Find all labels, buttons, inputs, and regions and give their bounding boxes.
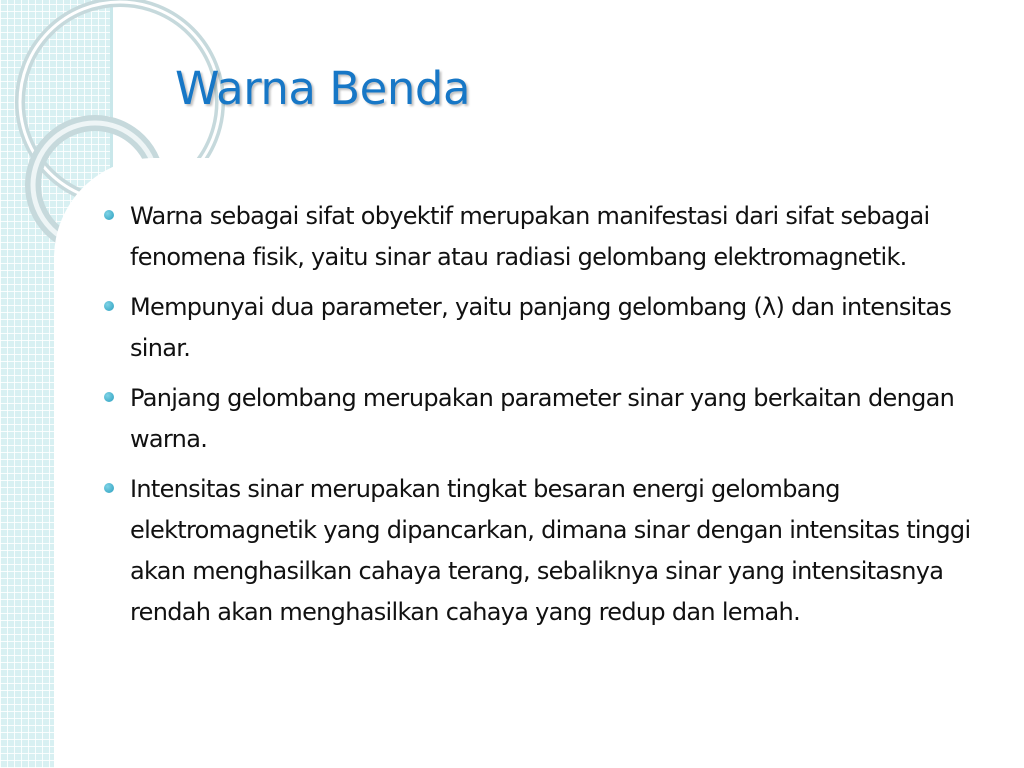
bullet-text: Intensitas sinar merupakan tingkat besaran energi gelombang elektromagnetik yang dipancarkan, dimana sinar dengan intensitas tinggi akan menghasilkan cahaya terang, sebaliknya sinar yang intensitasnya rendah akan menghasilkan cahaya yang redup dan lemah. — [130, 475, 971, 626]
bullet-item — [104, 378, 984, 460]
bullet-item — [104, 469, 984, 633]
bullet-dot-icon — [104, 301, 114, 311]
bullet-text: Warna sebagai sifat obyektif merupakan manifestasi dari sifat sebagai fenomena fisik, yaitu sinar atau radiasi gelombang elektromagnetik. — [130, 202, 930, 271]
bullet-dot-icon — [104, 210, 114, 220]
bullet-list — [104, 196, 984, 642]
bullet-dot-icon — [104, 392, 114, 402]
bullet-text: Panjang gelombang merupakan parameter sinar yang berkaitan dengan warna. — [130, 384, 955, 453]
bullet-item — [104, 287, 984, 369]
bullet-text: Mempunyai dua parameter, yaitu panjang gelombang (λ) dan intensitas sinar. — [130, 293, 952, 362]
slide-title: Warna Benda — [175, 62, 471, 115]
bullet-item — [104, 196, 984, 278]
bullet-dot-icon — [104, 483, 114, 493]
